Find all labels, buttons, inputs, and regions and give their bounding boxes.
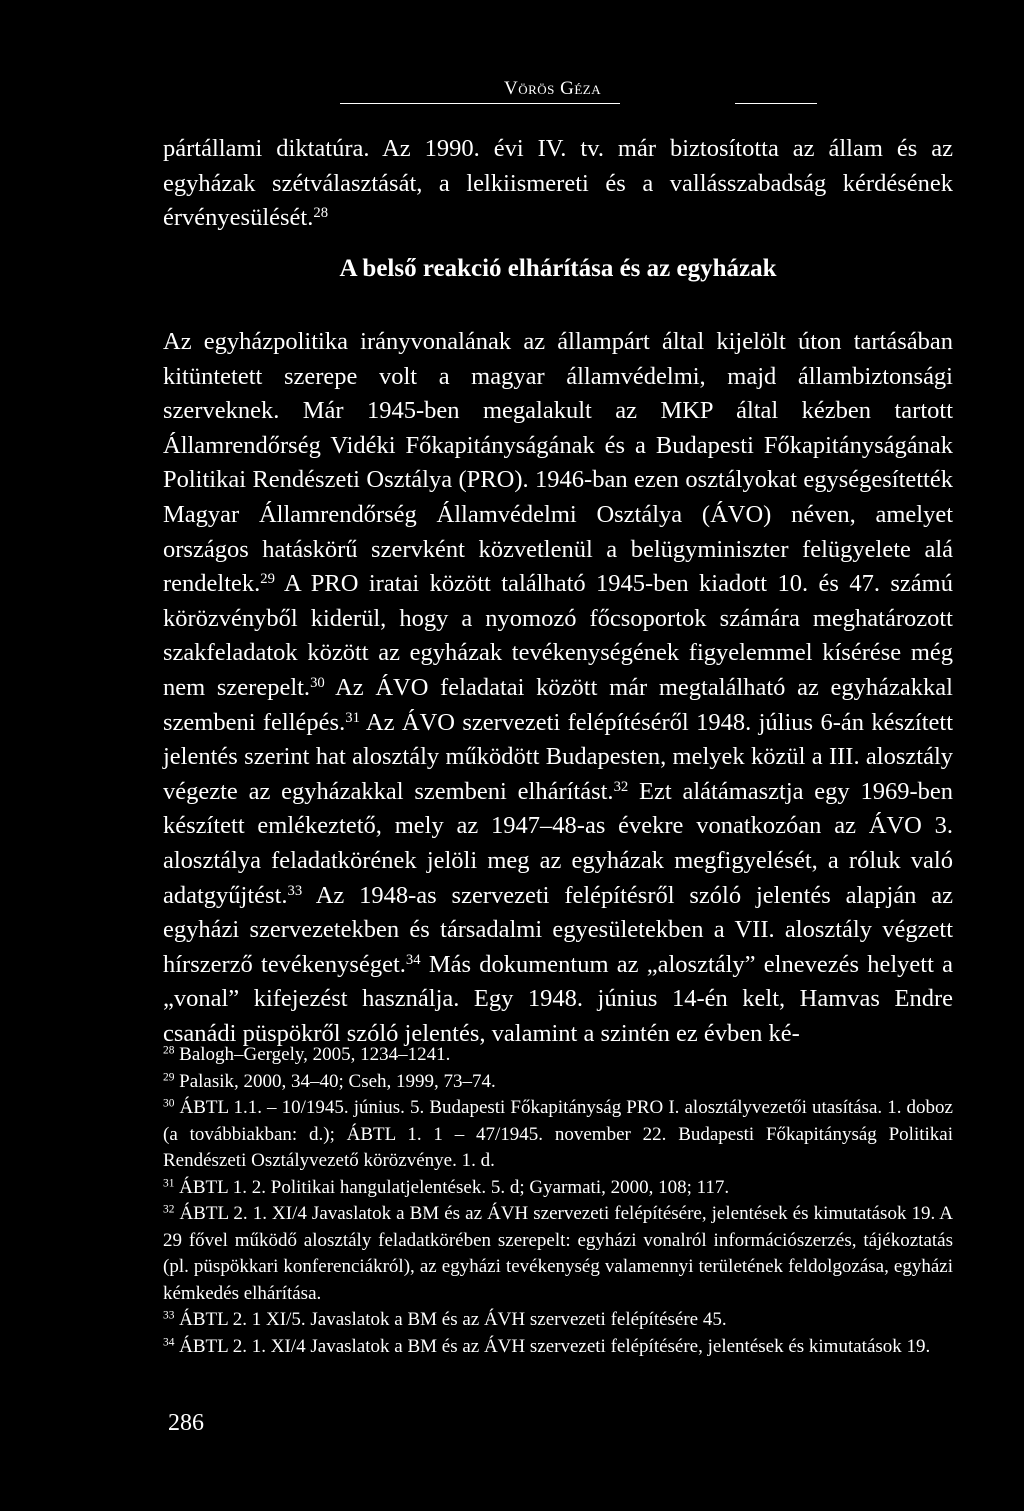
body-paragraph — [163, 325, 953, 1051]
footnote-text: ÁBTL 1. 2. Politikai hangulatjelentések. 5. d; Gyarmati, 2000, 108; 117. — [174, 1176, 730, 1198]
footnote-29 — [163, 1069, 953, 1096]
body-sentence-7: Más dokumentum az „alosztály” elnevezés helyett a „vonal” kifejezést használja. Egy 1948. június 14-én kelt, Hamvas Endre csanádi püspökről szóló jelentés, valamint a szintén ez évben ké- — [163, 950, 953, 1047]
body-sentence-2: A PRO iratai között található 1945-ben kiadott 10. és 47. számú körözvényből kiderül, hogy a nyomozó főcsoportok számára meghatározott szakfeladatok között az egyházak tevékenységének figyelemmel kísérése még nem szerepelt. — [163, 570, 953, 701]
footnote-number: 30 — [163, 1097, 175, 1110]
footnote-text: ÁBTL 2. 1. XI/4 Javaslatok a BM és az ÁVH szervezeti felépítésére, jelentések és kimutatások 19. — [174, 1335, 931, 1357]
footnote-text: Palasik, 2000, 34–40; Cseh, 1999, 73–74. — [174, 1070, 496, 1092]
footnote-number: 31 — [163, 1177, 175, 1190]
footnote-ref-29[interactable]: 29 — [260, 571, 275, 588]
intro-text: pártállami diktatúra. Az 1990. évi IV. tv. már biztosította az állam és az egyházak szétválasztását, a lelkiismereti és a vallásszabadság kérdésének érvényesülését. — [163, 135, 953, 232]
body-sentence-4: Az ÁVO szervezeti felépítéséről 1948. július 6-án készített jelentés szerint hat alosztály működött Budapesten, melyek közül a III. alosztály végezte az egyházakkal szembeni elhárítást. — [163, 708, 953, 805]
footnote-number: 32 — [163, 1203, 175, 1216]
footnote-text: Balogh–Gergely, 2005, 1234–1241. — [174, 1044, 451, 1065]
header-rule-left — [340, 103, 620, 104]
footnotes — [163, 1042, 953, 1360]
footnote-number: 29 — [163, 1071, 175, 1084]
footnote-31 — [163, 1175, 953, 1202]
footnote-number: 34 — [163, 1336, 175, 1349]
body-sentence-3: Az ÁVO feladatai között már megtalálható az egyházakkal szembeni fellépés. — [163, 673, 953, 736]
footnote-ref-28[interactable]: 28 — [313, 205, 329, 222]
page-number: 286 — [168, 1410, 204, 1436]
footnote-ref-33[interactable]: 33 — [287, 882, 303, 899]
footnote-text: ÁBTL 2. 1 XI/5. Javaslatok a BM és az ÁVH szervezeti felépítésére 45. — [174, 1309, 727, 1330]
footnote-text: ÁBTL 2. 1. XI/4 Javaslatok a BM és az ÁVH szervezeti felépítésére, jelentések és kimutatások 19. A 29 fővel működő alosztály feladatkörében szerepelt: egyházi vonalról információszerzés, tájékoztatás (pl. püspökkari konferenciákról), az egyházi tevékenység valamennyi területének feldolgozása, egyházi kémkedés elhárítása. — [163, 1203, 953, 1304]
body-sentence-6: Az 1948-as szervezeti felépítésről szóló jelentés alapján az egyházi szervezetekben és társadalmi egyesületekben a VII. alosztály végzett hírszerző tevékenységet. — [163, 881, 953, 978]
body-sentence-5: Ezt alátámasztja egy 1969-ben készített emlékeztető, mely az 1947–48-as évekre vonatkozóan az ÁVO 3. alosztálya feladatkörének jelöli meg az egyházak megfigyelését, a róluk való adatgyűjtést. — [163, 777, 954, 909]
footnote-33 — [163, 1307, 953, 1334]
footnote-ref-30[interactable]: 30 — [310, 674, 325, 691]
footnote-number: 33 — [163, 1309, 175, 1322]
intro-paragraph — [163, 132, 953, 236]
body-sentence-1: Az egyházpolitika irányvonalának az állampárt által kijelölt úton tartásában kitüntetett szerepe volt a magyar államvédelmi, majd állambiztonsági szerveknek. Már 1945-ben megalakult az MKP által kézben tartott Államrendőrség Vidéki Főkapitányságának és a Budapesti Főkapitányságának Politikai Rendészeti Osztálya (PRO). 1946-ban ezen osztályokat egységesítették Magyar Államrendőrség Államvédelmi Osztálya (ÁVO) néven, amelyet országos hatáskörű szervként közvetlenül a belügyminiszter felügyelete alá rendeltek. — [163, 328, 953, 598]
footnote-28 — [163, 1042, 953, 1069]
footnote-ref-31[interactable]: 31 — [345, 709, 360, 726]
footnote-number: 28 — [163, 1044, 175, 1057]
section-title: A belső reakció elhárítása és az egyházak — [339, 255, 777, 282]
running-head: Vörös Géza — [504, 78, 602, 99]
footnote-30 — [163, 1095, 953, 1175]
footnote-text: ÁBTL 1.1. – 10/1945. június. 5. Budapesti Főkapitányság PRO I. alosztályvezetői utasítása. 1. doboz (a továbbiakban: d.); ÁBTL 1. 1 – 47/1945. november 22. Budapesti Főkapitányság Politikai Rendészeti Osztályvezető körözvénye. 1. d. — [163, 1097, 953, 1171]
footnote-34 — [163, 1334, 953, 1361]
footnote-32 — [163, 1201, 953, 1307]
footnote-ref-34[interactable]: 34 — [405, 951, 421, 968]
footnote-ref-32[interactable]: 32 — [613, 778, 629, 795]
header-rule-right — [735, 103, 817, 104]
